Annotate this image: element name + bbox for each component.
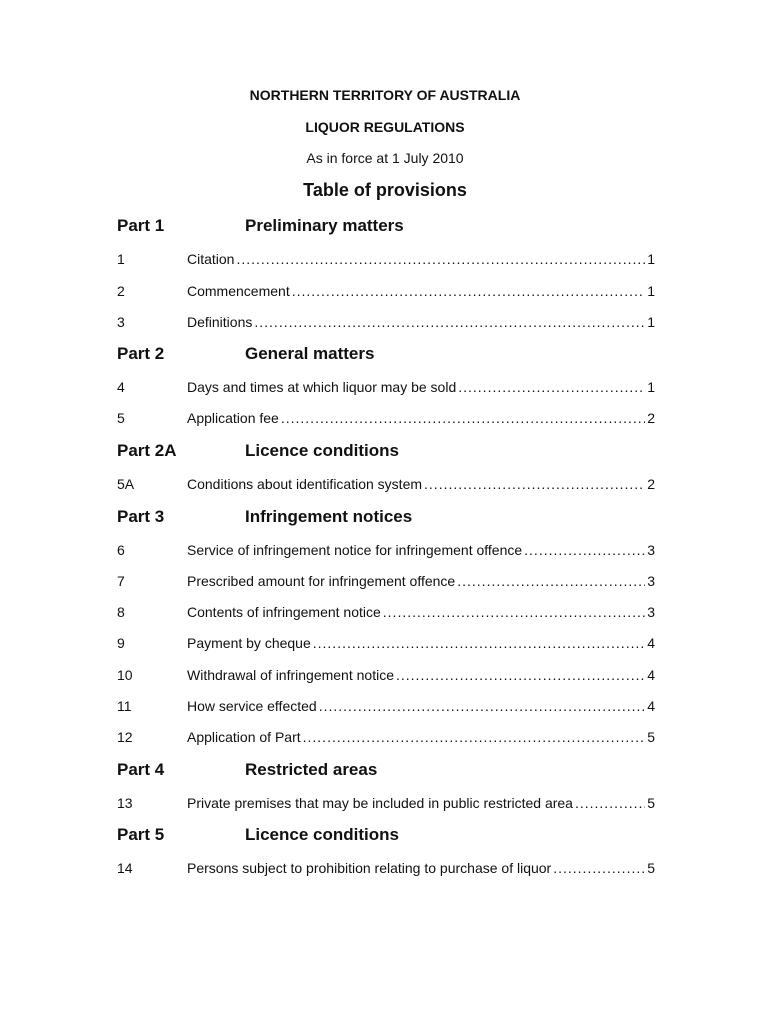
entry-title: Citation [187,251,235,267]
entry-number: 2 [117,283,125,299]
entry-title: How service effected [187,698,317,714]
part-number: Part 5 [117,825,165,844]
part-title: General matters [245,344,375,363]
entry-page: 4 [647,635,655,651]
part-title: Preliminary matters [245,216,404,235]
dot-leader [281,410,645,426]
dot-leader [303,729,646,745]
toc-entry[interactable] [117,698,655,714]
dot-leader [553,860,645,876]
entry-number: 5A [117,476,135,492]
entry-number: 4 [117,379,125,395]
dot-leader [236,251,645,267]
dot-leader [458,379,645,395]
toc-entry[interactable] [117,860,655,876]
entry-title: Persons subject to prohibition relating to purchase of liquor [187,860,552,876]
entry-page: 1 [647,283,655,299]
dot-leader [313,635,645,651]
part-number: Part 4 [117,760,165,779]
entry-page: 1 [647,379,655,395]
entry-title: Application of Part [187,729,301,745]
entry-title: Application fee [187,410,279,426]
toc-entry[interactable] [117,379,655,395]
in-force-date: As in force at 1 July 2010 [306,150,464,166]
part-number: Part 3 [117,507,165,526]
entry-title: Commencement [187,283,290,299]
entry-page: 2 [647,410,655,426]
entry-page: 5 [647,795,655,811]
entry-page: 4 [647,698,655,714]
toc-entry[interactable] [117,251,655,267]
entry-number: 1 [117,251,125,267]
dot-leader [254,314,645,330]
entry-title: Withdrawal of infringement notice [187,667,394,683]
entry-page: 3 [647,542,655,558]
toc-entry[interactable] [117,410,655,426]
toc-entry[interactable] [117,604,655,620]
dot-leader [457,573,645,589]
entry-number: 13 [117,795,133,811]
part-number: Part 1 [117,216,165,235]
entry-title: Private premises that may be included in public restricted area [187,795,573,811]
dot-leader [383,604,645,620]
entry-number: 7 [117,573,125,589]
part-title: Licence conditions [245,825,399,844]
entry-page: 3 [647,573,655,589]
entry-number: 10 [117,667,133,683]
entry-title: Prescribed amount for infringement offence [187,573,456,589]
entry-page: 3 [647,604,655,620]
dot-leader [424,476,645,492]
toc-entry[interactable] [117,635,655,651]
entry-number: 14 [117,860,133,876]
toc-entry[interactable] [117,729,655,745]
entry-page: 5 [647,860,655,876]
part-heading [117,441,399,461]
entry-page: 5 [647,729,655,745]
entry-page: 2 [647,476,655,492]
entry-title: Payment by cheque [187,635,311,651]
dot-leader [292,283,646,299]
toc-entry[interactable] [117,476,655,492]
part-title: Restricted areas [245,760,378,779]
dot-leader [319,698,646,714]
entry-title: Definitions [187,314,253,330]
entry-page: 1 [647,314,655,330]
entry-number: 5 [117,410,125,426]
part-heading [117,344,374,364]
country-heading: NORTHERN TERRITORY OF AUSTRALIA [249,87,521,103]
toc-entry[interactable] [117,573,655,589]
entry-number: 8 [117,604,125,620]
part-title: Licence conditions [245,441,399,460]
part-number: Part 2 [117,344,165,363]
toc-entry[interactable] [117,283,655,299]
part-number: Part 2A [117,441,177,460]
part-heading [117,825,399,845]
entry-number: 12 [117,729,133,745]
toc-entry[interactable] [117,795,655,811]
toc-entry[interactable] [117,542,655,558]
toc-entry[interactable] [117,314,655,330]
part-heading [117,216,404,236]
entry-title: Conditions about identification system [187,476,423,492]
part-title: Infringement notices [245,507,413,526]
part-heading [117,507,412,527]
dot-leader [524,542,645,558]
entry-title: Contents of infringement notice [187,604,381,620]
part-heading [117,760,377,780]
entry-number: 3 [117,314,125,330]
dot-leader [575,795,645,811]
entry-page: 4 [647,667,655,683]
dot-leader [396,667,645,683]
entry-title: Service of infringement notice for infringement offence [187,542,523,558]
entry-page: 1 [647,251,655,267]
entry-title: Days and times at which liquor may be sold [187,379,457,395]
entry-number: 9 [117,635,125,651]
regulations-title: LIQUOR REGULATIONS [305,119,465,135]
entry-number: 6 [117,542,125,558]
entry-number: 11 [117,698,132,714]
toc-entry[interactable] [117,667,655,683]
toc-heading: Table of provisions [303,180,467,200]
